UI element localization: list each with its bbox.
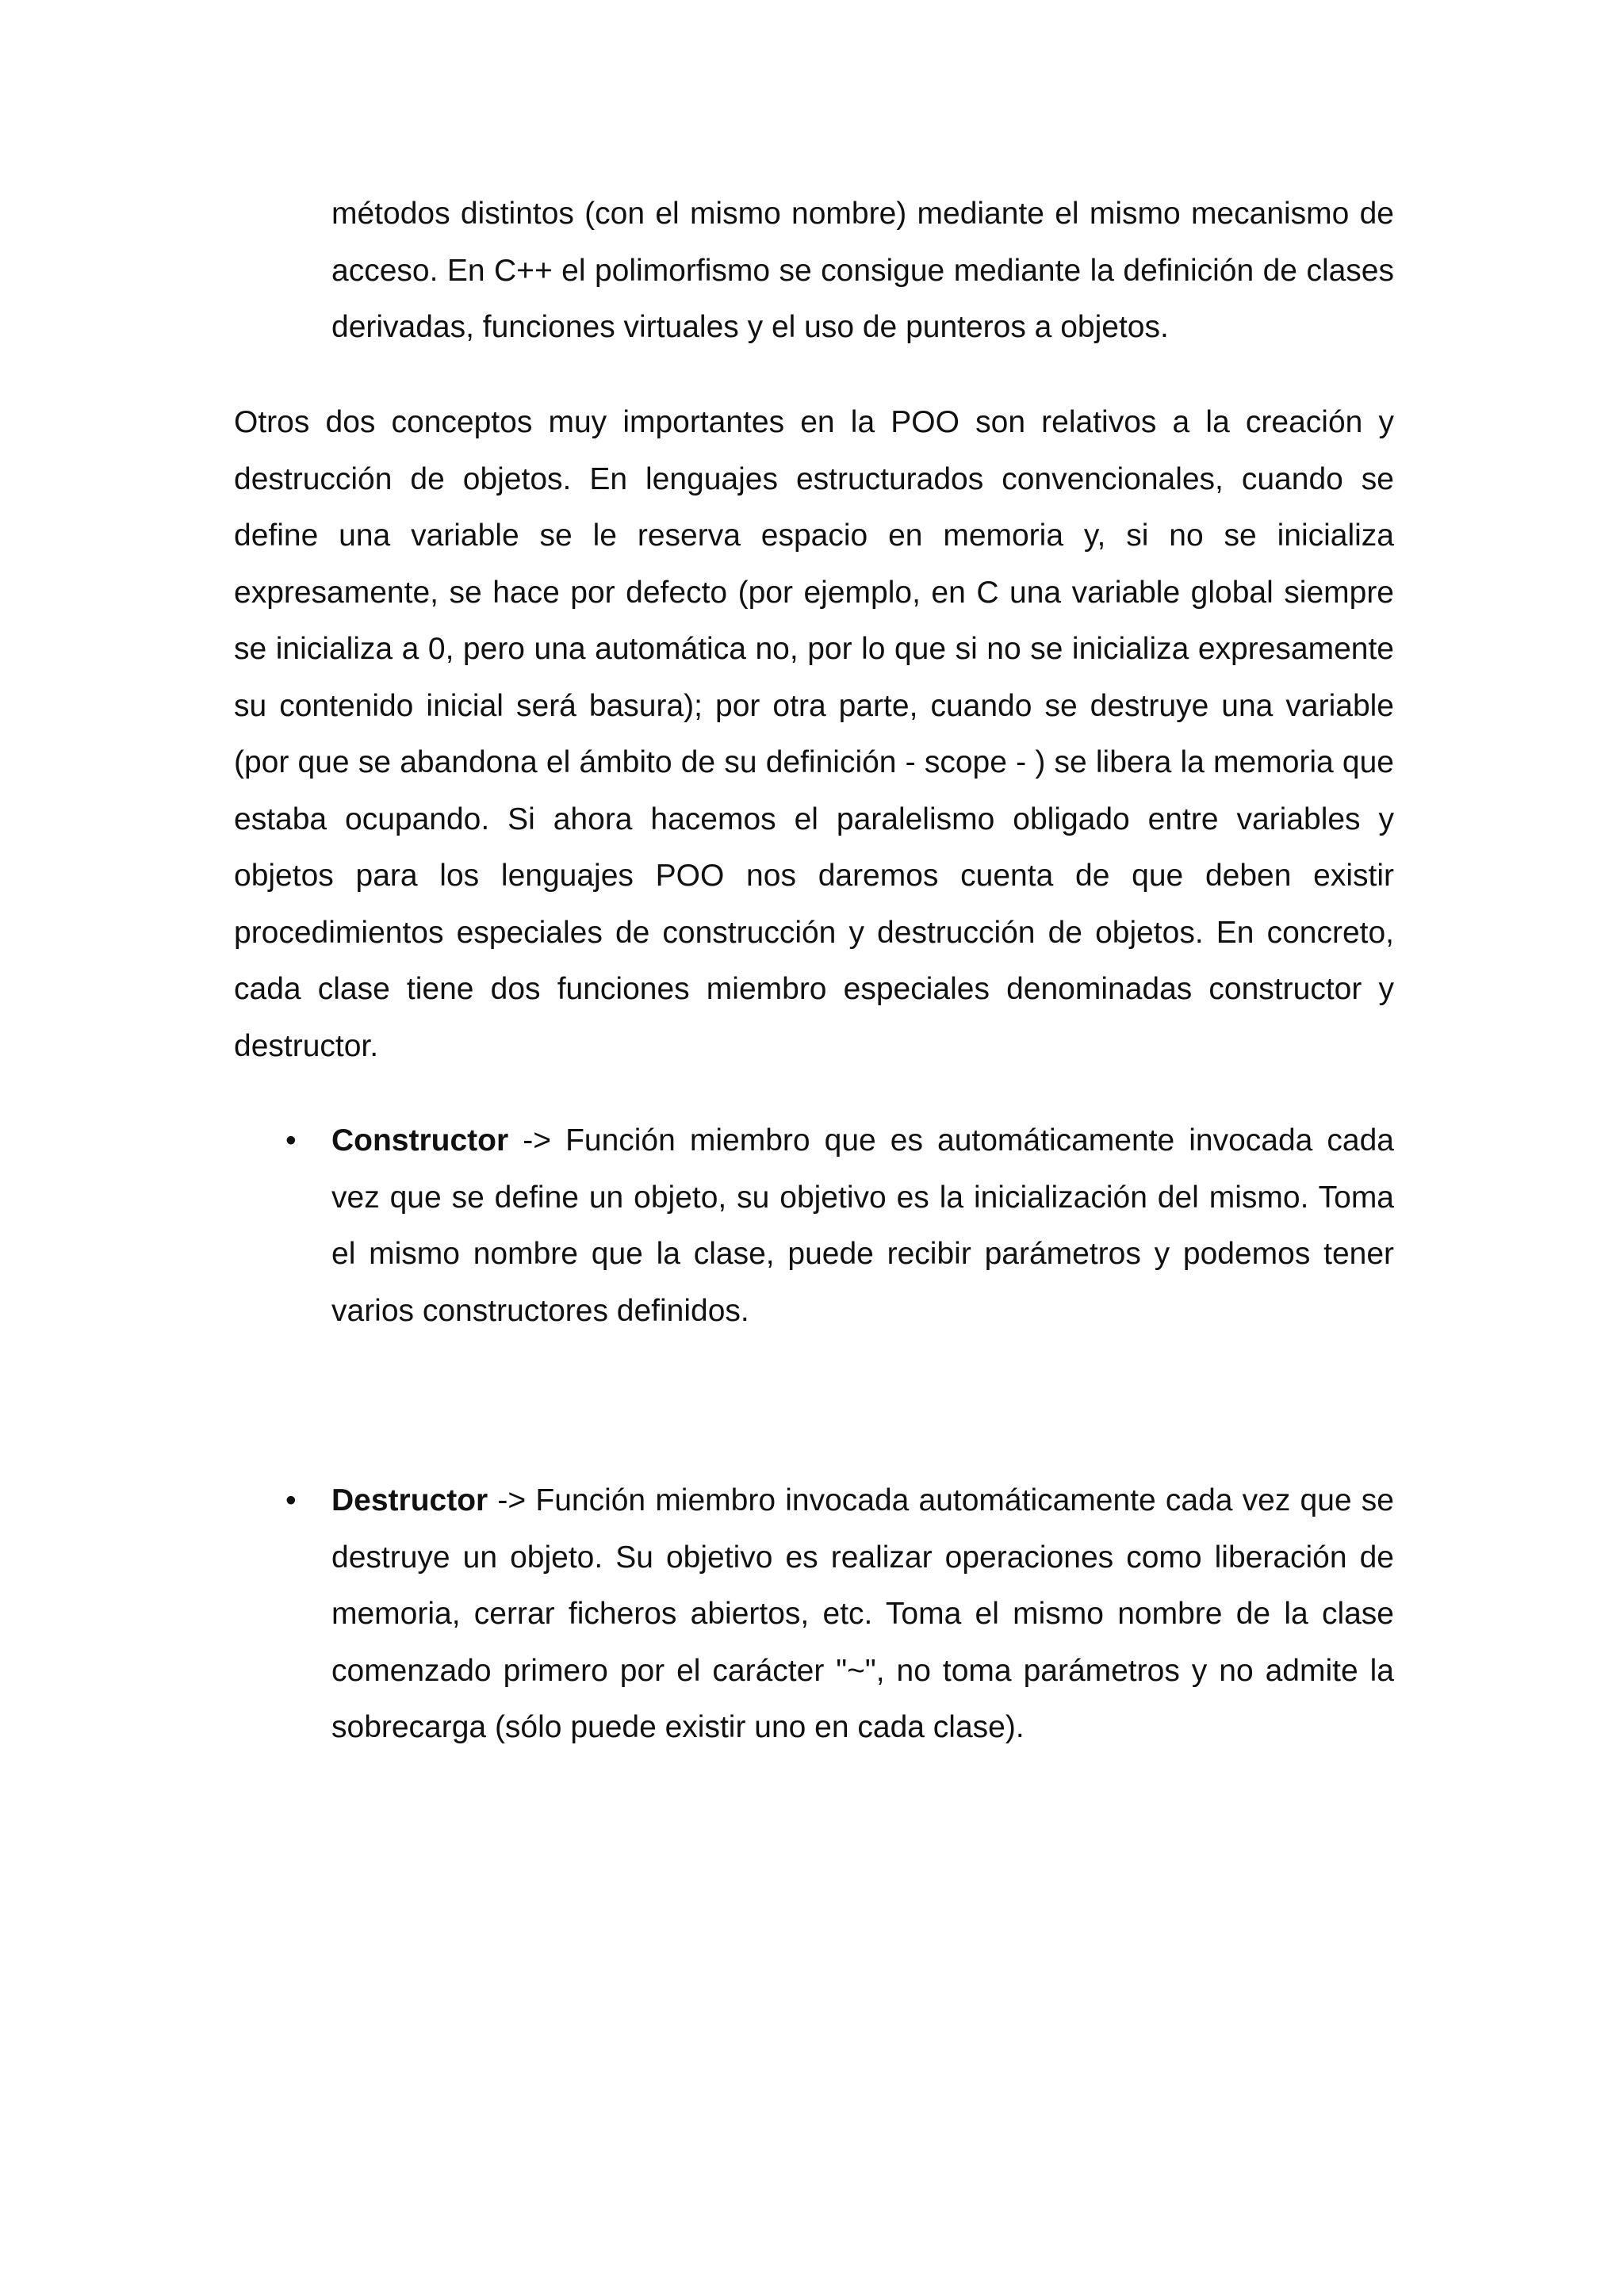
definition-destructor: -> Función miembro invocada automáticamente cada vez que se destruye un objeto. Su objetivo es realizar operaciones como liberación de memoria, cerrar ficheros abiertos, etc. Toma el mismo nombre de la clase comenzado primero por el carácter "~", no toma parámetros y no admite la sobrecarga (sólo puede existir uno en cada clase). — [331, 1483, 1394, 1744]
bullet-text-destructor — [331, 1472, 1394, 1756]
term-destructor: Destructor — [331, 1483, 488, 1517]
continuation-paragraph: métodos distintos (con el mismo nombre) mediante el mismo mecanismo de acceso. En C++ el polimorfismo se consigue mediante la definición de clases derivadas, funciones virtuales y el uso de punteros a objetos. — [331, 197, 1394, 344]
bullet-item-constructor — [285, 1112, 1394, 1339]
bullet-text-constructor — [331, 1112, 1394, 1339]
body-paragraph: Otros dos conceptos muy importantes en la POO son relativos a la creación y destrucción de objetos. En lenguajes estructurados convencionales, cuando se define una variable se le reserva espacio en memoria y, si no se inicializa expresamente, se hace por defecto (por ejemplo, en C una variable global siempre se inicializa a 0, pero una automática no, por lo que si no se inicializa expresamente su contenido inicial será basura); por otra parte, cuando se destruye una variable (por que se abandona el ámbito de su definición - scope - ) se libera la memoria que estaba ocupando. Si ahora hacemos el paralelismo obligado entre variables y objetos para los lenguajes POO nos daremos cuenta de que deben existir procedimientos especiales de construcción y destrucción de objetos. En concreto, cada clase tiene dos funciones miembro especiales denominadas constructor y destructor. — [234, 405, 1394, 1063]
bullet-marker: • — [285, 1123, 297, 1158]
term-constructor: Constructor — [331, 1123, 509, 1158]
bullet-item-destructor — [285, 1472, 1394, 1756]
bullet-marker: • — [285, 1483, 297, 1517]
definition-constructor: -> Función miembro que es automáticamente invocada cada vez que se define un objeto, su objetivo es la inicialización del mismo. Toma el mismo nombre que la clase, puede recibir parámetros y podemos tener varios constructores definidos. — [331, 1123, 1394, 1328]
